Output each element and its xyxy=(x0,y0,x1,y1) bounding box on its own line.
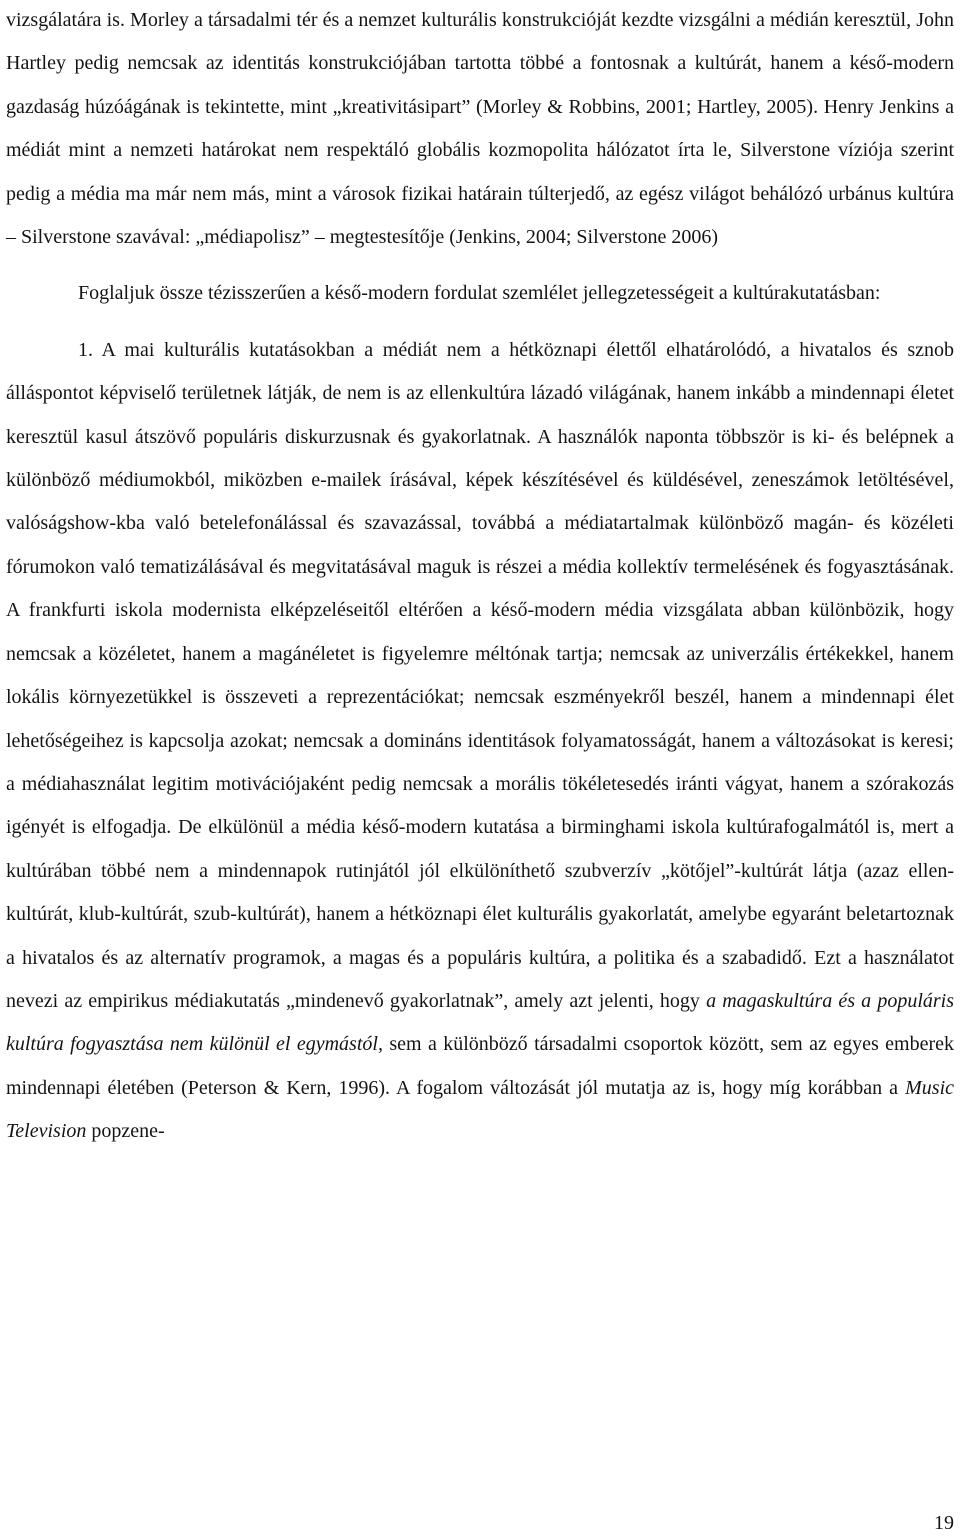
paragraph-3-emphasis-b: Music Television xyxy=(6,1076,955,1143)
paragraph-2 xyxy=(6,272,954,315)
paragraph-3-text-a: 1. A mai kulturális kutatásokban a médiát nem a hétköznapi élettől elhatárolódó, a hivatalos és sznob álláspontot képviselő területnek látják, de nem is az ellenkultúra lázadó világának, hanem inkább a mindennapi életet keresztül kasul átszövő populáris diskurzusnak és gyakorlatnak. A használók naponta többször is ki- és belépnek a különböző médiumokból, miközben e-mailek írásával, képek készítésével és küldésével, zeneszámok letöltésével, valóságshow-kba való betelefonálással és szavazással, továbbá a médiatartalmak különböző magán- és közéleti fórumokon való tematizálásával és megvitatásával maguk is részei a média kollektív termelésének és fogyasztásának. A frankfurti iskola modernista elképzeléseitől eltérően a késő-modern média vizsgálata abban különbözik, hogy nemcsak a közéletet, hanem a magánéletet is figyelemre méltónak tartja; nemcsak az univerzális értékekkel, hanem lokális környezetükkel is összeveti a reprezentációkat; nemcsak eszményekről beszél, hanem a mindennapi élet lehetőségeihez is kapcsolja azokat; nemcsak a domináns identitások folyamatosságát, hanem a változásokat is keresi; a médiahasználat legitim motivációjaként pedig nemcsak a morális tökéletesedés iránti vágyat, hanem a szórakozás igényét is elfogadja. De elkülönül a média késő-modern kutatása a birminghami iskola kultúrafogalmától is, mert a kultúrában többé nem a mindennapok rutinjától jól elkülöníthető szubverzív „kötőjel”-kultúrát látja (azaz ellen-kultúrát, klub-kultúrát, szub-kultúrát), hanem a hétköznapi élet kulturális gyakorlatát, amelybe egyaránt beletartoznak a hivatalos és az alternatív programok, a magas és a populáris kultúra, a politika és a szabadidő. Ezt a használatot nevezi az empirikus médiakutatás „mindenevő gyakorlatnak”, amely azt jelenti, hogy xyxy=(6,338,954,1012)
paragraph-3-emphasis-a: a magaskultúra és a populáris kultúra fogyasztása nem különül el egymástól, xyxy=(6,989,955,1056)
paragraph-1-text: vizsgálatára is. Morley a társadalmi tér és a nemzet kulturális konstrukcióját kezdte vizsgálni a médián keresztül, John Hartley pedig nemcsak az identitás konstrukciójában tartotta többé a fontosnak a kultúrát, hanem a késő-modern gazdaság húzóágának is tekintette, mint „kreativitásipart” (Morley & Robbins, 2001; Hartley, 2005). Henry Jenkins a médiát mint a nemzeti határokat nem respektáló globális kozmopolita hálózatot írta le, Silverstone víziója szerint pedig a média ma már nem más, mint a városok fizikai határain túlterjedő, az egész világot behálózó urbánus kultúra – Silverstone szavával: „médiapolisz” – megtestesítője (Jenkins, 2004; Silverstone 2006) xyxy=(6,9,954,249)
body-text xyxy=(6,0,954,1154)
paragraph-1 xyxy=(6,0,954,259)
paragraph-2-text: Foglaljuk össze tézisszerűen a késő-modern fordulat szemlélet jellegzetességeit a kultúrakutatásban: xyxy=(78,282,881,305)
page-number: 19 xyxy=(934,1512,954,1534)
paragraph-3-text-b: sem a különböző társadalmi csoportok között, sem az egyes emberek mindennapi életében (Peterson & Kern, 1996). A fogalom változását jól mutatja az is, hogy míg korábban a xyxy=(6,1033,955,1099)
paragraph-3 xyxy=(6,329,954,1154)
paragraph-3-text-c: popzene- xyxy=(91,1120,165,1143)
